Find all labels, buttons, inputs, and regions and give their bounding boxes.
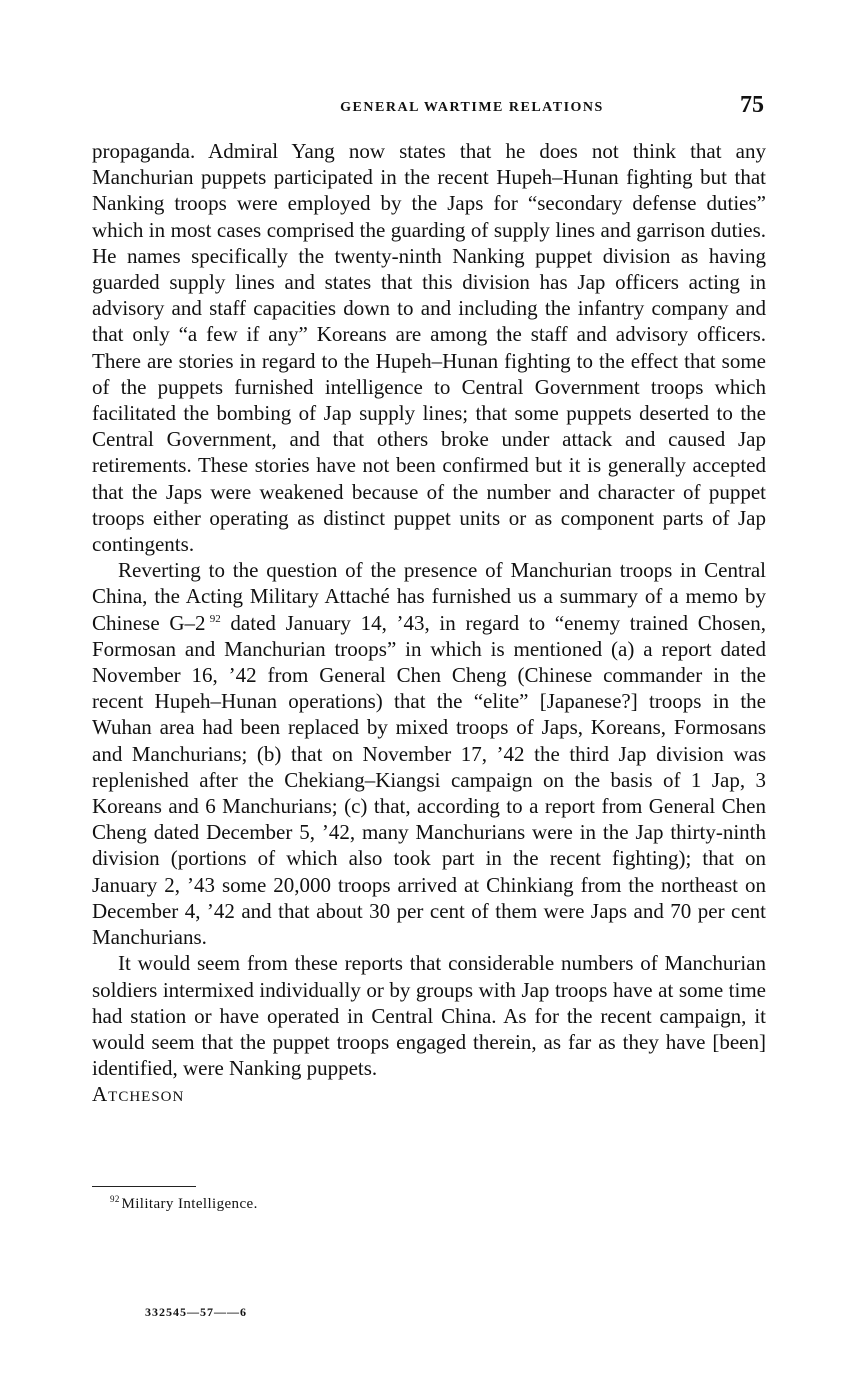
running-head: GENERAL WARTIME RELATIONS [340, 100, 604, 115]
printer-mark: 332545—57——6 [145, 1305, 247, 1319]
page-header [92, 92, 766, 122]
footnote-reference: 92 [209, 612, 221, 625]
body-text [92, 138, 766, 1108]
paragraph-2-part-1: Reverting to the question of the presence of Manchurian troops in Central China, the Acting Military Attaché has furnished us a summary of a memo by Chinese G–2 [92, 558, 766, 635]
paragraph-3: It would seem from these reports that considerable numbers of Manchurian soldiers intermixed individually or by groups with Jap troops have at some time had station or have operated in Central China. As for the recent campaign, it would seem that the puppet troops engaged therein, as far as they have [been] identified, were Nanking puppets. [92, 951, 766, 1081]
footnote [110, 1196, 258, 1213]
signature: Atcheson [92, 1082, 185, 1107]
paragraph-1: propaganda. Admiral Yang now states that he does not think that any Manchurian puppets participated in the recent Hupeh–Hunan fighting but that Nanking troops were employed by the Japs for “secondary defense duties” which in most cases comprised the guarding of supply lines and garrison duties. He names specifically the twenty-ninth Nanking puppet division as having guarded supply lines and states that this division has Jap officers acting in advisory and staff capacities down to and including the infantry company and that only “a few if any” Koreans are among the staff and advisory officers. There are stories in regard to the Hupeh–Hunan fighting to the effect that some of the puppets furnished intelligence to Central Government troops which facilitated the bombing of Jap supply lines; that some puppets deserted to the Central Government, and that others broke under attack and caused Jap retirements. These stories have not been confirmed but it is generally accepted that the Japs were weakened because of the number and character of puppet troops either operating as distinct puppet units or as component parts of Jap contingents. [92, 139, 766, 557]
footnote-marker: 92 [110, 1194, 120, 1204]
page-number: 75 [740, 92, 764, 118]
paragraph-2-part-2: dated January 14, ’43, in regard to “enemy trained Chosen, Formosan and Manchurian troops” in which is mentioned (a) a report dated November 16, ’42 from General Chen Cheng (Chinese commander in the recent Hupeh–Hunan operations) that the “elite” [Japanese?] troops in the Wuhan area had been replaced by mixed troops of Japs, Koreans, Formosans and Manchurians; (b) that on November 17, ’42 the third Jap division was replenished after the Chekiang–Kiangsi campaign on the basis of 1 Jap, 3 Koreans and 6 Manchurians; (c) that, according to a report from General Chen Cheng dated December 5, ’42, many Manchurians were in the Jap thirty-ninth division (portions of which also took part in the recent fighting); that on January 2, ’43 some 20,000 troops arrived at Chinkiang from the northeast on December 4, ’42 and that about 30 per cent of them were Japs and 70 per cent Manchurians. [92, 610, 766, 950]
footnote-text: Military Intelligence. [121, 1196, 258, 1212]
paragraph-2 [92, 557, 766, 950]
footnote-divider [92, 1186, 196, 1187]
